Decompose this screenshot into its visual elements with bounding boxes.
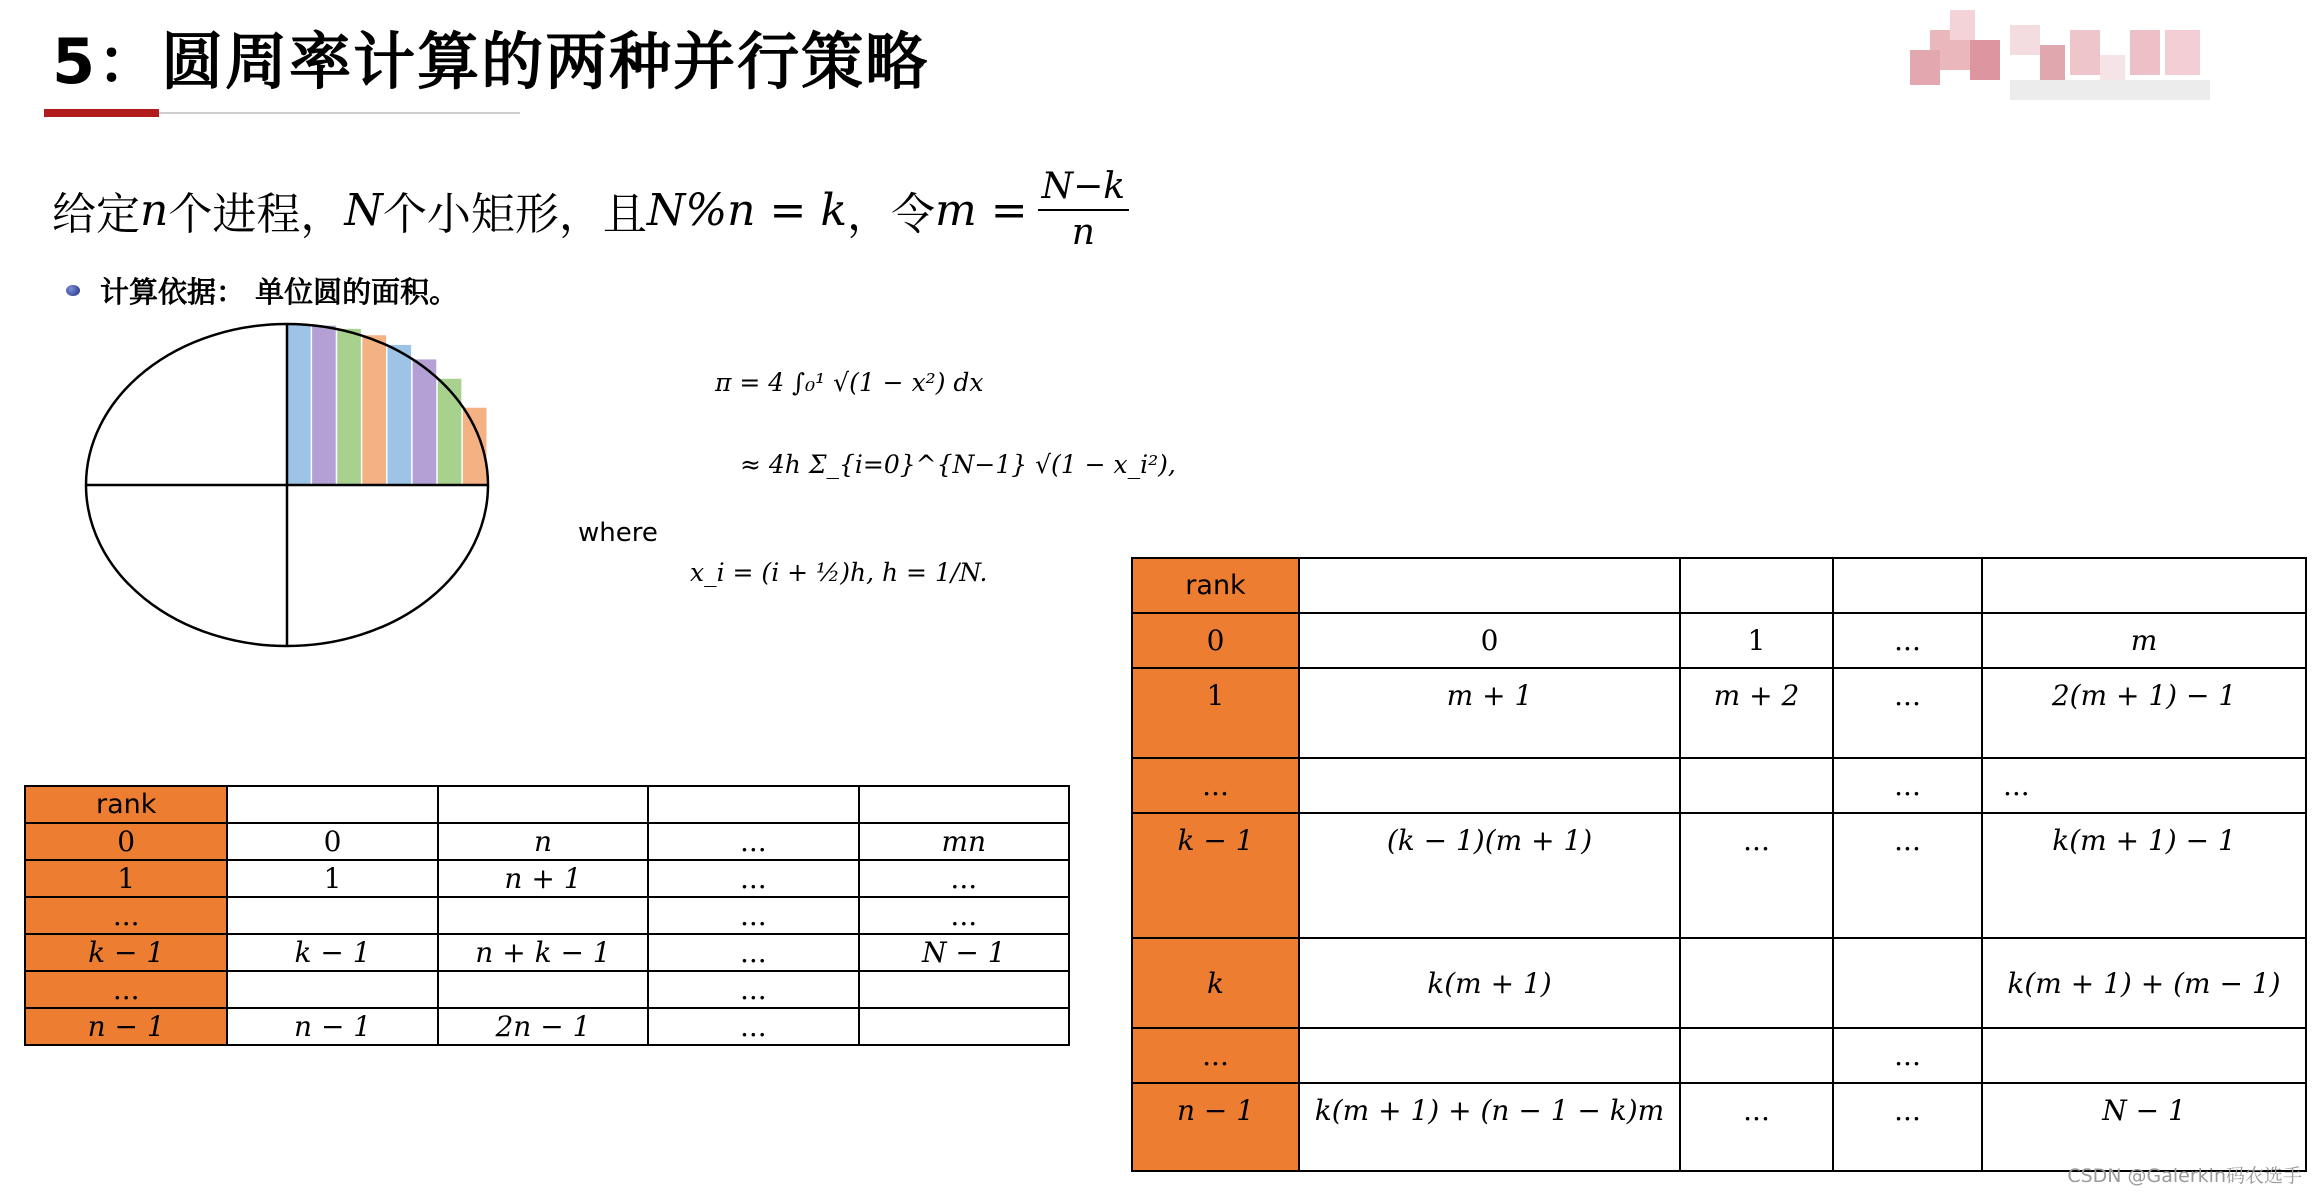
rank-cell: ...	[25, 971, 227, 1008]
table-cell: ...	[648, 1008, 858, 1045]
basis-text: 计算依据： 单位圆的面积。	[100, 275, 459, 309]
table-cell	[1680, 1028, 1833, 1083]
table-cell: k(m + 1)	[1299, 938, 1680, 1028]
table-cell: ...	[648, 860, 858, 897]
m-equals: m =	[935, 184, 1028, 236]
strategy-table-cyclic	[24, 785, 1070, 1046]
table-cell	[438, 786, 648, 823]
table-row	[1132, 1028, 2306, 1083]
integration-bar	[362, 335, 386, 485]
rank-cell: k − 1	[1132, 813, 1299, 938]
table-row	[1132, 668, 2306, 758]
rank-cell: n − 1	[1132, 1083, 1299, 1171]
table-cell: ...	[1833, 813, 1982, 938]
table-cell	[1680, 938, 1833, 1028]
table-cell	[1833, 938, 1982, 1028]
given-statement	[52, 165, 1129, 255]
table-cell: m + 1	[1299, 668, 1680, 758]
table-cell: 2(m + 1) − 1	[1982, 668, 2306, 758]
rank-cell: ...	[25, 897, 227, 934]
table-cell: ...	[1680, 1083, 1833, 1171]
table-cell: ...	[1833, 668, 1982, 758]
table-cell	[648, 786, 858, 823]
table-cell: ...	[648, 897, 858, 934]
m-fraction	[1038, 165, 1129, 255]
table-cell: ...	[1833, 613, 1982, 668]
strategy-table-block	[1131, 557, 2307, 1172]
bullet-dot-icon	[66, 285, 80, 296]
formula-line-integral: π = 4 ∫₀¹ √(1 − x²) dx	[715, 368, 984, 397]
integration-bar	[388, 345, 412, 485]
table-row	[1132, 1083, 2306, 1171]
rank-cell: 0	[1132, 613, 1299, 668]
formula-line-sum: ≈ 4h Σ_{i=0}^{N−1} √(1 − x_i²),	[740, 450, 1176, 479]
rank-cell: ...	[1132, 758, 1299, 813]
csdn-watermark: CSDN @Galerkin码农选手	[2067, 1165, 2302, 1187]
table-row	[1132, 558, 2306, 613]
table-cell	[438, 971, 648, 1008]
rank-cell: ...	[1132, 1028, 1299, 1083]
table-cell	[1680, 558, 1833, 613]
table-row	[1132, 758, 2306, 813]
table-row	[25, 1008, 1069, 1045]
table-row	[1132, 613, 2306, 668]
table-cell: n − 1	[227, 1008, 437, 1045]
table-cell: n	[438, 823, 648, 860]
table-cell	[227, 786, 437, 823]
page-title: 5：圆周率计算的两种并行策略	[52, 25, 930, 98]
formula-line-xi: x_i = (i + ½)h, h = 1/N.	[690, 558, 988, 587]
given-mid2: 个小矩形，且	[382, 189, 647, 240]
table-cell: k(m + 1) + (m − 1)	[1982, 938, 2306, 1028]
table-cell: ...	[1833, 1028, 1982, 1083]
rank-cell: k − 1	[25, 934, 227, 971]
table-row	[25, 934, 1069, 971]
table-cell: 1	[227, 860, 437, 897]
table-cell: mn	[859, 823, 1069, 860]
integration-bar	[337, 329, 361, 485]
integration-bar	[413, 359, 437, 485]
table-cell	[859, 786, 1069, 823]
table-cell	[1680, 758, 1833, 813]
table-cell: ...	[1680, 813, 1833, 938]
table-row	[25, 786, 1069, 823]
blurred-logo	[1900, 0, 2230, 120]
integration-bar	[312, 326, 336, 485]
table-row	[1132, 813, 2306, 938]
table-cell: 0	[1299, 613, 1680, 668]
table-cell: n + k − 1	[438, 934, 648, 971]
given-mid1: 个进程，	[168, 189, 345, 240]
table-cell: N − 1	[859, 934, 1069, 971]
table-cell: k − 1	[227, 934, 437, 971]
where-label: where	[578, 518, 658, 548]
basis-bullet	[66, 270, 458, 311]
title-accent-bar	[44, 109, 159, 117]
rank-cell: rank	[1132, 558, 1299, 613]
unit-circle-figure	[80, 315, 500, 655]
table-row	[25, 823, 1069, 860]
table-cell: (k − 1)(m + 1)	[1299, 813, 1680, 938]
rank-cell: 1	[1132, 668, 1299, 758]
integration-bar	[438, 379, 462, 485]
table-cell: n + 1	[438, 860, 648, 897]
table-cell	[1299, 1028, 1680, 1083]
table-cell	[1299, 558, 1680, 613]
table-cell: ...	[648, 823, 858, 860]
given-mid3: ，令	[847, 189, 935, 240]
table-cell	[1833, 558, 1982, 613]
fraction-numerator: N−k	[1038, 165, 1129, 211]
rank-cell: n − 1	[25, 1008, 227, 1045]
table-cell: ...	[1982, 758, 2306, 813]
table-cell	[1982, 558, 2306, 613]
table-cell	[227, 897, 437, 934]
table-cell: N − 1	[1982, 1083, 2306, 1171]
table-cell	[859, 971, 1069, 1008]
table-row	[25, 860, 1069, 897]
table-cell: m + 2	[1680, 668, 1833, 758]
table-cell: m	[1982, 613, 2306, 668]
fraction-denominator: n	[1071, 212, 1095, 253]
table-cell	[438, 897, 648, 934]
pi-formula	[560, 340, 1176, 630]
table-cell: 0	[227, 823, 437, 860]
table-cell: k(m + 1) − 1	[1982, 813, 2306, 938]
table-cell: ...	[648, 934, 858, 971]
table-cell	[1982, 1028, 2306, 1083]
table-cell	[859, 1008, 1069, 1045]
rectangle-bars	[287, 324, 487, 485]
table-cell: ...	[1833, 758, 1982, 813]
table-row	[1132, 938, 2306, 1028]
rank-cell: k	[1132, 938, 1299, 1028]
given-prefix: 给定	[52, 189, 140, 240]
table-cell	[227, 971, 437, 1008]
table-cell: ...	[859, 897, 1069, 934]
table-cell: 1	[1680, 613, 1833, 668]
integration-bar	[287, 324, 311, 485]
table-row	[25, 897, 1069, 934]
table-cell: 2n − 1	[438, 1008, 648, 1045]
rank-cell: 0	[25, 823, 227, 860]
table-cell: ...	[1833, 1083, 1982, 1171]
var-N: N	[344, 184, 383, 236]
rank-cell: 1	[25, 860, 227, 897]
table-row	[25, 971, 1069, 1008]
table-cell: ...	[648, 971, 858, 1008]
table-cell: k(m + 1) + (n − 1 − k)m	[1299, 1083, 1680, 1171]
table-cell	[1299, 758, 1680, 813]
var-n: n	[140, 184, 169, 236]
table-cell: ...	[859, 860, 1069, 897]
rank-cell: rank	[25, 786, 227, 823]
mod-condition: N%n = k	[646, 184, 847, 236]
